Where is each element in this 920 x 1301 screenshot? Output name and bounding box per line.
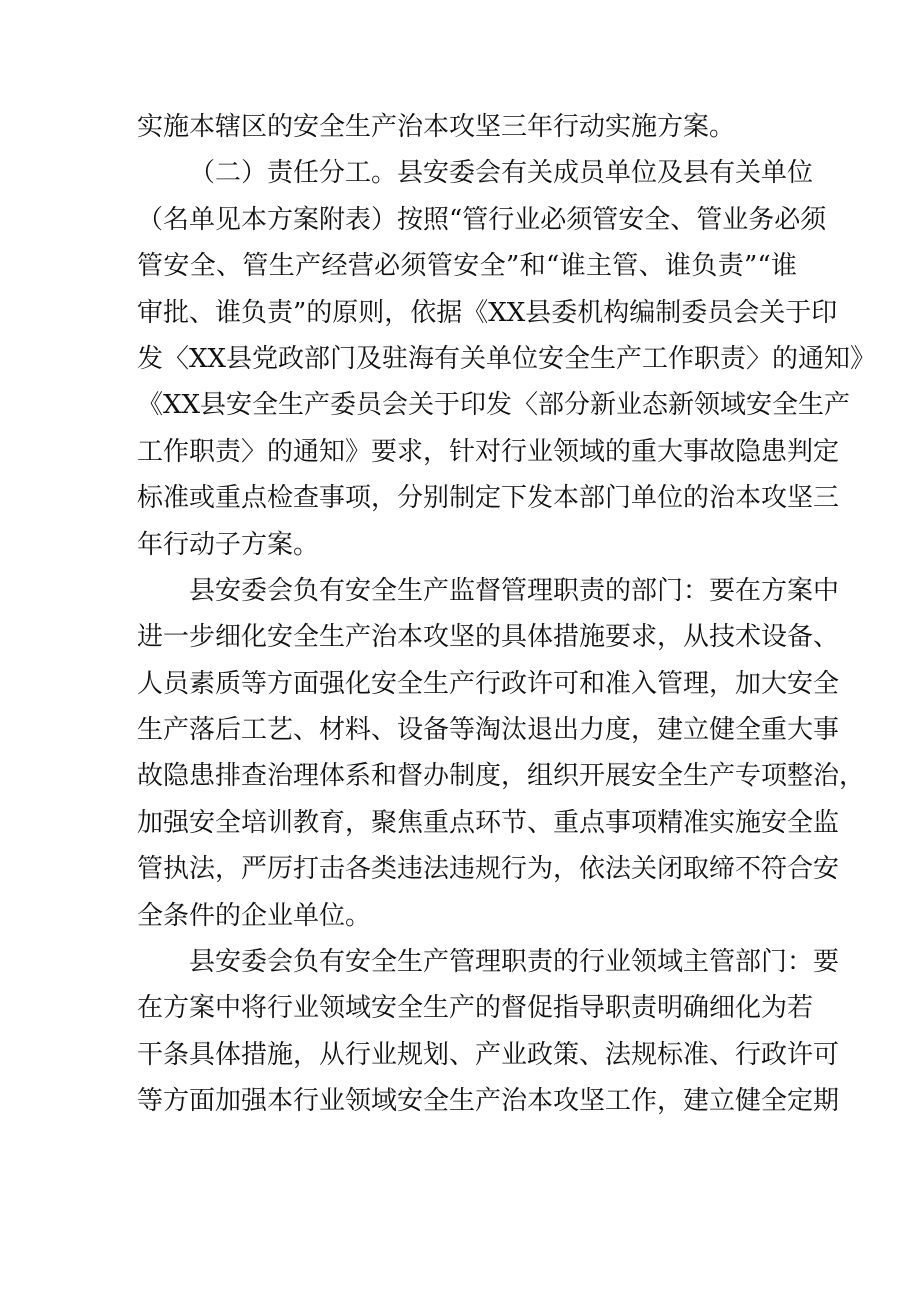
text-line: 工作职责〉的通知》要求，针对行业领域的重大事故隐患判定 xyxy=(137,436,840,467)
text-line: 故隐患排查治理体系和督办制度，组织开展安全生产专项整治， xyxy=(137,761,866,792)
text-line: 发〈XX县党政部门及驻海有关单位安全生产工作职责〉的通知》 xyxy=(137,343,877,374)
text-line: 全条件的企业单位。 xyxy=(137,900,372,931)
text-line: 等方面加强本行业领域安全生产治本攻坚工作，建立健全定期 xyxy=(137,1086,840,1117)
text-line: （二）责任分工。县安委会有关成员单位及县有关单位 xyxy=(189,158,814,189)
text-line: 标准或重点检查事项，分别制定下发本部门单位的治本攻坚三 xyxy=(137,483,840,514)
text-line: 生产落后工艺、材料、设备等淘汰退出力度，建立健全重大事 xyxy=(137,715,840,746)
text-line: 审批、谁负责”的原则，依据《XX县委机构编制委员会关于印 xyxy=(137,297,838,328)
text-line: 人员素质等方面强化安全生产行政许可和准入管理，加大安全 xyxy=(137,668,840,699)
text-line: 干条具体措施，从行业规划、产业政策、法规标准、行政许可 xyxy=(137,1039,840,1070)
text-line: 加强安全培训教育，聚焦重点环节、重点事项精准实施安全监 xyxy=(137,807,840,838)
text-line: （名单见本方案附表）按照“管行业必须管安全、管业务必须 xyxy=(137,204,827,235)
text-line: 《XX县安全生产委员会关于印发〈部分新业态新领域安全生产 xyxy=(137,390,851,421)
text-line: 实施本辖区的安全生产治本攻坚三年行动实施方案。 xyxy=(137,112,736,142)
text-line: 年行动子方案。 xyxy=(137,529,320,560)
text-line: 管执法，严厉打击各类违法违规行为，依法关闭取缔不符合安 xyxy=(137,854,840,885)
text-line: 县安委会负有安全生产监督管理职责的部门：要在方案中 xyxy=(189,575,840,606)
text-line: 县安委会负有安全生产管理职责的行业领域主管部门：要 xyxy=(189,947,840,978)
text-line: 管安全、管生产经营必须管安全”和“谁主管、谁负责”“谁 xyxy=(137,251,797,282)
document-body xyxy=(137,104,877,1125)
text-line: 在方案中将行业领域安全生产的督促指导职责明确细化为若 xyxy=(137,993,814,1024)
text-line: 进一步细化安全生产治本攻坚的具体措施要求，从技术设备、 xyxy=(137,622,840,653)
